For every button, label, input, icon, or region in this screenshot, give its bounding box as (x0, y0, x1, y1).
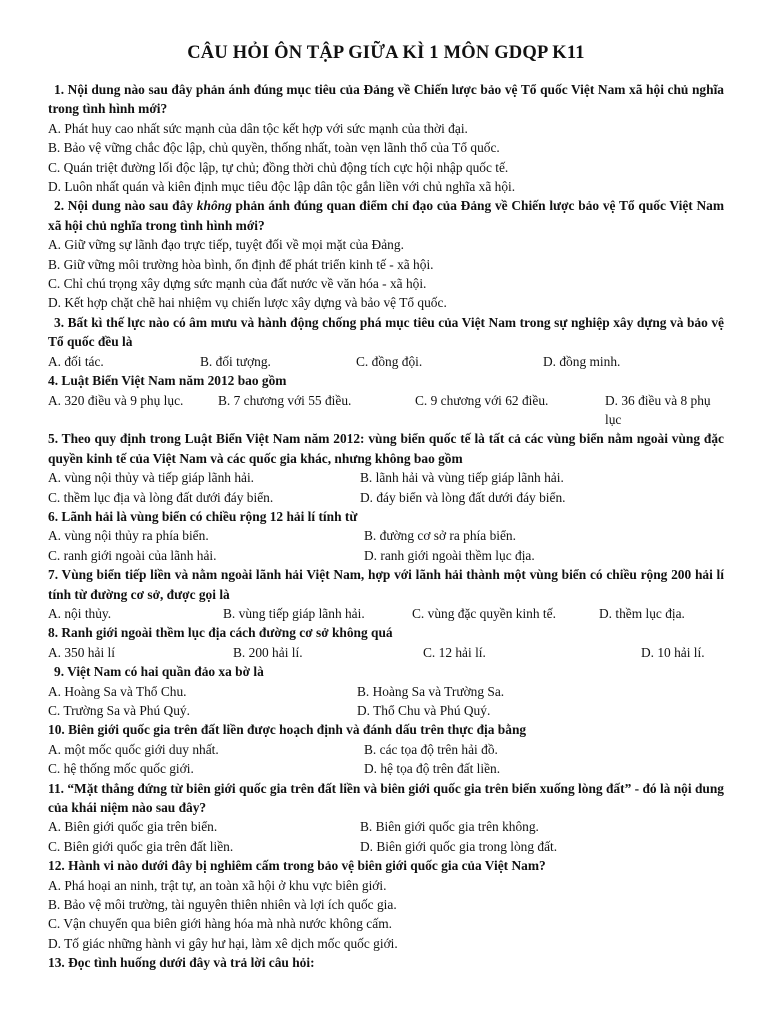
question-12-option-a: A. Phá hoại an ninh, trật tự, an toàn xã hội ở khu vực biên giới. (48, 877, 387, 893)
question-2-option-b: B. Giữ vững môi trường hòa bình, ổn định để phát triển kinh tế - xã hội. (48, 256, 434, 272)
question-2-text (48, 196, 724, 235)
question-10 (48, 720, 724, 778)
question-7-options (48, 604, 724, 623)
question-3-option-a: A. đối tác. (48, 353, 104, 369)
question-12-option-c: C. Vận chuyển qua biên giới hàng hóa mà nhà nước không cấm. (48, 916, 392, 932)
question-3 (48, 313, 724, 371)
question-6-text: 6. Lãnh hải là vùng biển có chiều rộng 12 hải lí tính từ (48, 508, 358, 524)
page-title: CÂU HỎI ÔN TẬP GIỮA KÌ 1 MÔN GDQP K11 (187, 43, 585, 63)
question-5 (48, 429, 724, 507)
question-1-text: 1. Nội dung nào sau đây phản ánh đúng mục tiêu của Đảng về Chiến lược bảo vệ Tổ quốc Việt Nam xã hội chủ nghĩa trong tình hình mới? (48, 82, 724, 117)
question-1-option-c: C. Quán triệt đường lối độc lập, tự chủ; đồng thời chủ động tích cực hội nhập quốc tế. (48, 159, 509, 175)
question-12 (48, 856, 724, 953)
question-8-option-c: C. 12 hải lí. (423, 644, 486, 660)
question-5-options-cd (48, 488, 724, 507)
question-7-text: 7. Vùng biển tiếp liền và nằm ngoài lãnh hải Việt Nam, hợp với lãnh hải thành một vùng biển có chiều rộng 200 hải lí tính từ đường cơ sở, được gọi là (48, 567, 724, 602)
question-9-options-ab (48, 682, 724, 701)
question-6 (48, 507, 724, 565)
question-11-option-c: C. Biên giới quốc gia trên đất liền. (48, 838, 234, 854)
question-10-option-d: D. hệ tọa độ trên đất liền. (364, 761, 501, 777)
question-9-option-b: B. Hoàng Sa và Trường Sa. (357, 683, 505, 699)
question-12-option-d: D. Tố giác những hành vi gây hư hại, làm xê dịch mốc quốc giới. (48, 935, 398, 951)
question-2-emphasis: không (196, 198, 232, 214)
question-4-option-a: A. 320 điều và 9 phụ lục. (48, 392, 184, 408)
question-1-option-b: B. Bảo vệ vững chắc độc lập, chủ quyền, thống nhất, toàn vẹn lãnh thổ của Tổ quốc. (48, 140, 500, 156)
question-7 (48, 565, 724, 623)
question-9 (48, 662, 724, 720)
question-7-option-b: B. vùng tiếp giáp lãnh hải. (223, 605, 365, 621)
question-11-option-d: D. Biên giới quốc gia trong lòng đất. (360, 838, 558, 854)
question-4 (48, 371, 724, 429)
question-8 (48, 623, 724, 662)
question-10-option-b: B. các tọa độ trên hải đồ. (364, 741, 498, 757)
question-1-option-a: A. Phát huy cao nhất sức mạnh của dân tộc kết hợp với sức mạnh của thời đại. (48, 120, 468, 136)
question-10-option-a: A. một mốc quốc giới duy nhất. (48, 741, 219, 757)
question-13-text: 13. Đọc tình huống dưới đây và trả lời câu hỏi: (48, 955, 315, 971)
question-7-option-d: D. thềm lục địa. (599, 605, 685, 621)
question-8-text: 8. Ranh giới ngoài thềm lục địa cách đường cơ sở không quá (48, 625, 393, 641)
question-6-options-ab (48, 526, 724, 545)
question-13 (48, 953, 724, 972)
question-4-text: 4. Luật Biển Việt Nam năm 2012 bao gồm (48, 373, 287, 389)
question-2-option-d: D. Kết hợp chặt chẽ hai nhiệm vụ chiến lược xây dựng và bảo vệ Tổ quốc. (48, 295, 447, 311)
question-12-option-b: B. Bảo vệ môi trường, tài nguyên thiên nhiên và lợi ích quốc gia. (48, 897, 397, 913)
question-7-option-a: A. nội thủy. (48, 605, 112, 621)
question-5-option-b: B. lãnh hải và vùng tiếp giáp lãnh hải. (360, 470, 564, 486)
question-10-options-ab (48, 740, 724, 759)
question-3-text: 3. Bất kì thế lực nào có âm mưu và hành động chống phá mục tiêu của Việt Nam trong sự nghiệp xây dựng và bảo vệ Tổ quốc đều là (48, 314, 724, 350)
question-8-options (48, 643, 724, 662)
question-10-options-cd (48, 759, 724, 778)
question-3-option-c: C. đồng đội. (356, 353, 423, 369)
question-12-text: 12. Hành vi nào dưới đây bị nghiêm cấm trong bảo vệ biên giới quốc gia của Việt Nam? (48, 858, 546, 874)
question-8-option-b: B. 200 hải lí. (233, 644, 303, 660)
question-4-option-d: D. 36 điều và 8 phụ lục (605, 392, 711, 427)
question-5-option-a: A. vùng nội thủy và tiếp giáp lãnh hải. (48, 470, 255, 486)
question-11-options-cd (48, 837, 724, 856)
question-9-option-d: D. Thổ Chu và Phú Quý. (357, 703, 491, 718)
question-6-option-b: B. đường cơ sở ra phía biển. (364, 528, 516, 544)
question-11 (48, 779, 724, 857)
question-9-option-a: A. Hoàng Sa và Thổ Chu. (48, 683, 187, 699)
question-9-text: 9. Việt Nam có hai quần đảo xa bờ là (54, 664, 264, 680)
question-1 (48, 80, 724, 196)
question-6-option-d: D. ranh giới ngoài thềm lục địa. (364, 547, 535, 563)
question-5-option-d: D. đáy biển và lòng đất dưới đáy biển. (360, 489, 566, 505)
question-7-option-c: C. vùng đặc quyền kinh tế. (412, 605, 556, 621)
question-6-option-c: C. ranh giới ngoài của lãnh hải. (48, 547, 217, 563)
question-2-option-c: C. Chỉ chú trọng xây dựng sức mạnh của đất nước về văn hóa - xã hội. (48, 276, 427, 292)
question-5-text: 5. Theo quy định trong Luật Biển Việt Nam năm 2012: vùng biển quốc tế là tất cả các vùng biển nằm ngoài vùng đặc quyền kinh tế của Việt Nam và các quốc gia khác, nhưng không bao gồm (48, 431, 724, 466)
question-10-option-c: C. hệ thống mốc quốc giới. (48, 761, 194, 777)
question-3-option-d: D. đồng minh. (543, 353, 621, 369)
question-9-options-cd (48, 701, 724, 720)
question-11-option-b: B. Biên giới quốc gia trên không. (360, 819, 539, 835)
question-10-text: 10. Biên giới quốc gia trên đất liền được hoạch định và đánh dấu trên thực địa bằng (48, 722, 527, 738)
question-2-option-a: A. Giữ vững sự lãnh đạo trực tiếp, tuyệt đối về mọi mặt của Đảng. (48, 237, 404, 253)
question-11-option-a: A. Biên giới quốc gia trên biển. (48, 819, 218, 835)
question-1-option-d: D. Luôn nhất quán và kiên định mục tiêu độc lập dân tộc gắn liền với chủ nghĩa xã hội. (48, 179, 516, 195)
question-2 (48, 196, 724, 312)
question-6-option-a: A. vùng nội thủy ra phía biển. (48, 528, 209, 544)
question-6-options-cd (48, 546, 724, 565)
question-8-option-a: A. 350 hải lí (48, 644, 115, 660)
question-9-option-c: C. Trường Sa và Phú Quý. (48, 703, 190, 718)
question-3-option-b: B. đối tượng. (200, 353, 271, 369)
question-11-options-ab (48, 817, 724, 836)
question-8-option-d: D. 10 hải lí. (641, 644, 705, 660)
question-5-options-ab (48, 468, 724, 487)
question-2-text-start: 2. Nội dung nào sau đây (54, 198, 197, 214)
question-4-options (48, 391, 724, 430)
question-4-option-c: C. 9 chương với 62 điều. (415, 392, 549, 408)
question-11-text: 11. “Mặt thẳng đứng từ biên giới quốc gia trên đất liền và biên giới quốc gia trên biển xuống lòng đất” - đó là nội dung của khái niệm nào sau đây? (48, 780, 724, 816)
question-4-option-b: B. 7 chương với 55 điều. (218, 392, 352, 408)
question-5-option-c: C. thềm lục địa và lòng đất dưới đáy biển. (48, 489, 274, 505)
question-2-text-end: phản ánh đúng quan điểm chỉ đạo của Đảng về Chiến lược bảo vệ Tổ quốc Việt Nam xã hội chủ nghĩa trong tình hình mới? (48, 198, 725, 233)
question-3-options (48, 352, 724, 371)
